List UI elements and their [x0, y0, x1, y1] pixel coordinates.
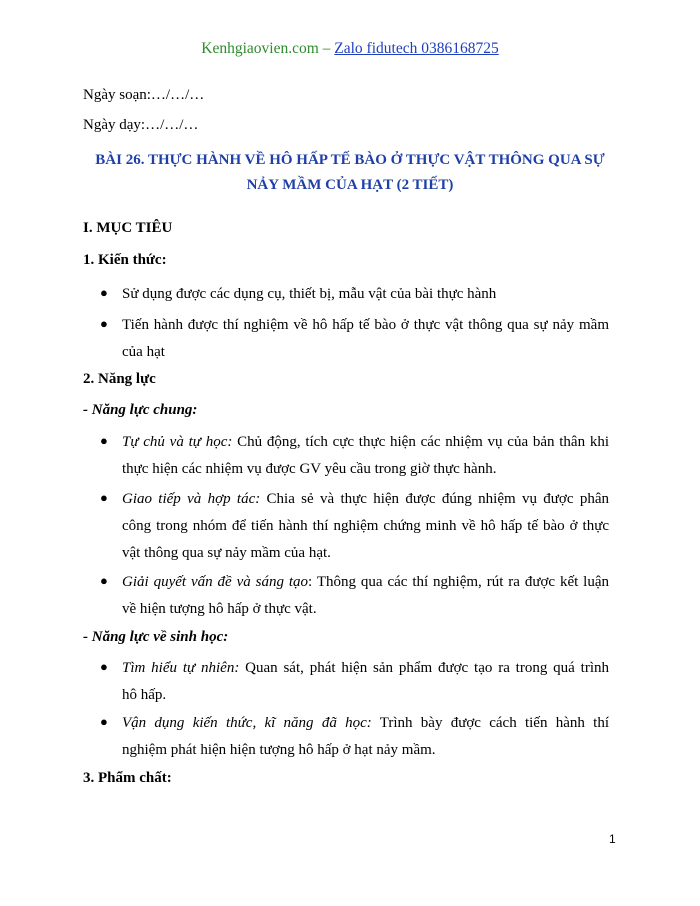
- zalo-link[interactable]: Zalo fidutech 0386168725: [334, 40, 499, 57]
- lesson-title: [70, 148, 630, 198]
- apply-text-1: Trình bày được cách tiến hành thí: [371, 715, 609, 731]
- knowledge-item-2-line-1: Tiến hành được thí nghiệm về hô hấp tế bào ở thực vật thông qua sự nảy mầm: [122, 317, 609, 333]
- section-qualities: 3. Phẩm chất:: [83, 770, 172, 786]
- problem-solving-label: Giải quyết vấn đề và sáng tạo: [122, 574, 309, 590]
- page-number: 1: [609, 832, 616, 846]
- problem-solving-text-1: : Thông qua các thí nghiệm, rút ra được kết luận: [308, 574, 609, 590]
- page-header: [0, 40, 700, 58]
- date-prepared: Ngày soạn:…/…/…: [83, 87, 205, 103]
- bullet-icon: ●: [100, 433, 108, 448]
- site-name: Kenhgiaovien.com: [201, 40, 319, 57]
- self-study-text-1: Chủ động, tích cực thực hiện các nhiệm vụ của bản thân khi: [232, 434, 609, 450]
- date-taught: Ngày dạy:…/…/…: [83, 117, 199, 133]
- self-study-text-2: thực hiện các nhiệm vụ được GV yêu cầu trong giờ thực hành.: [122, 461, 497, 477]
- knowledge-item-1: Sử dụng được các dụng cụ, thiết bị, mẫu vật của bài thực hành: [122, 286, 497, 302]
- section-biology-competence: - Năng lực về sinh học:: [83, 629, 229, 645]
- section-objectives: I. MỤC TIÊU: [83, 220, 173, 236]
- knowledge-item-2-line-2: của hạt: [122, 344, 165, 360]
- bullet-icon: ●: [100, 573, 108, 588]
- cooperation-text-2: công trong nhóm để tiến hành thí nghiệm chứng minh về hô hấp tế bào ở thực: [122, 518, 609, 534]
- cooperation-text-1: Chia sẻ và thực hiện được đúng nhiệm vụ được phân: [260, 491, 609, 507]
- section-general-competence: - Năng lực chung:: [83, 402, 198, 418]
- section-knowledge: 1. Kiến thức:: [83, 252, 167, 268]
- apply-text-2: nghiệm phát hiện hiện tượng hô hấp ở hạt nảy mầm.: [122, 742, 436, 758]
- header-separator: –: [318, 40, 335, 57]
- cooperation-text-3: vật thông qua sự nảy mầm của hạt.: [122, 545, 331, 561]
- bullet-icon: ●: [100, 490, 108, 505]
- self-study-label: Tự chủ và tự học:: [122, 434, 233, 450]
- bullet-icon: ●: [100, 316, 108, 331]
- explore-label: Tìm hiểu tự nhiên:: [122, 660, 240, 676]
- bullet-icon: ●: [100, 659, 108, 674]
- bullet-icon: ●: [100, 714, 108, 729]
- apply-label: Vận dụng kiến thức, kĩ năng đã học:: [122, 715, 372, 731]
- cooperation-label: Giao tiếp và hợp tác:: [122, 491, 261, 507]
- lesson-title-line-1: BÀI 26. THỰC HÀNH VỀ HÔ HẤP TẾ BÀO Ở THỰC VẬT THÔNG QUA SỰ: [95, 152, 605, 168]
- bullet-icon: ●: [100, 285, 108, 300]
- explore-text-2: hô hấp.: [122, 687, 167, 703]
- lesson-title-line-2: NẢY MẦM CỦA HẠT (2 TIẾT): [246, 177, 454, 193]
- explore-text-1: Quan sát, phát hiện sản phẩm được tạo ra trong quá trình: [239, 660, 609, 676]
- problem-solving-text-2: về hiện tượng hô hấp ở thực vật.: [122, 601, 317, 617]
- section-competence: 2. Năng lực: [83, 371, 156, 387]
